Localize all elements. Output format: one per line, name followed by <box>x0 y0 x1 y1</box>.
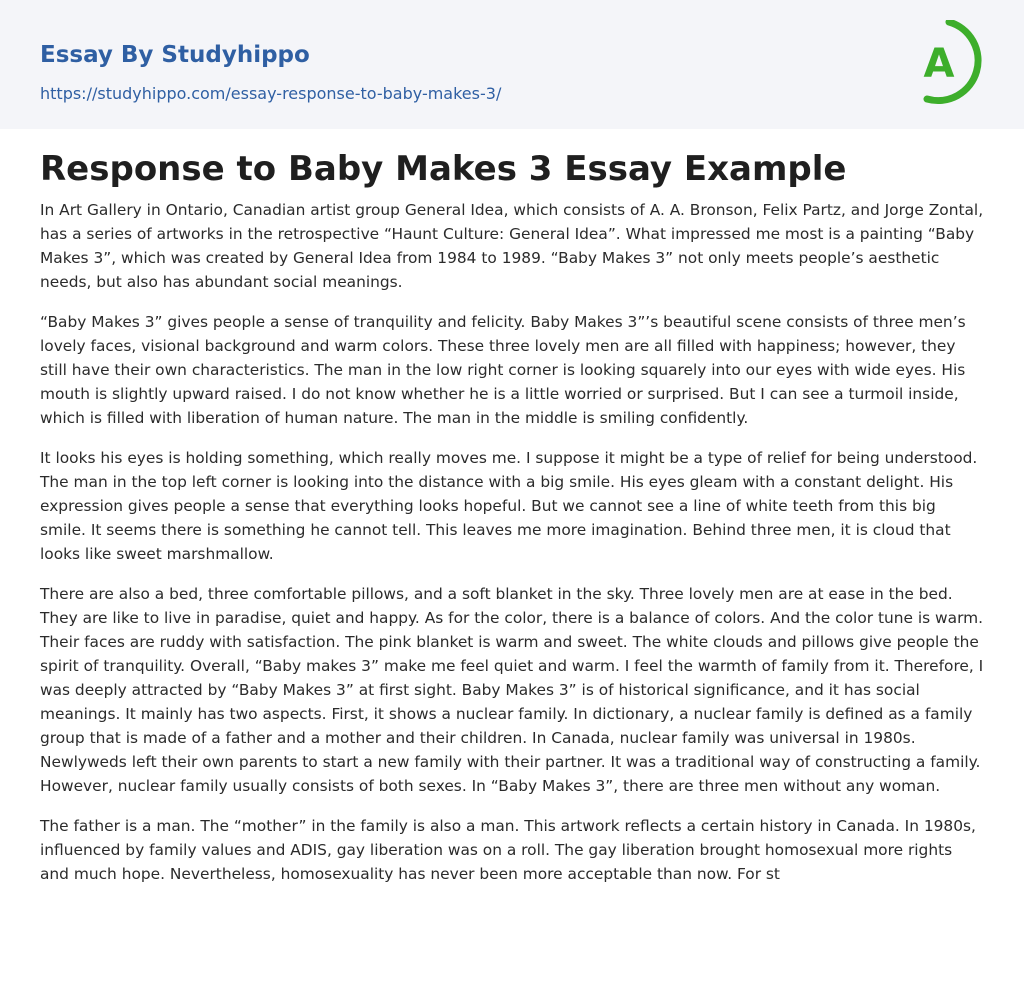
essay-paragraph: It looks his eyes is holding something, which really moves me. I suppose it might be a type of relief for being understood. The man in the top left corner is looking into the distance with a big smile. His eyes gleam with a constant delight. His expression gives people a sense that everything looks hopeful. But we cannot see a line of white teeth from this big smile. It seems there is something he cannot tell. This leaves me more imagination. Behind three men, it is cloud that looks like sweet marshmallow. <box>40 449 978 563</box>
essay-paragraph: In Art Gallery in Ontario, Canadian artist group General Idea, which consists of A. A. Bronson, Felix Partz, and Jorge Zontal, has a series of artworks in the retrospective “Haunt Culture: General Idea”. What impressed me most is a painting “Baby Makes 3”, which was created by General Idea from 1984 to 1989. “Baby Makes 3” not only meets people’s aesthetic needs, but also has abundant social meanings. <box>40 201 984 291</box>
logo-letter: A <box>923 41 955 87</box>
essay-url-link[interactable]: https://studyhippo.com/essay-response-to-baby-makes-3/ <box>40 84 502 103</box>
site-header <box>0 0 1024 129</box>
essay-paragraph: There are also a bed, three comfortable pillows, and a soft blanket in the sky. Three lovely men are at ease in the bed. They are like to live in paradise, quiet and happy. As for the color, there is a balance of colors. And the color tune is warm. Their faces are ruddy with satisfaction. The pink blanket is warm and sweet. The white clouds and pillows give people the spirit of tranquility. Overall, “Baby makes 3” make me feel quiet and warm. I feel the warmth of family from it. Therefore, I was deeply attracted by “Baby Makes 3” at first sight. Baby Makes 3” is of historical significance, and it has social meanings. It mainly has two aspects. First, it shows a nuclear family. In dictionary, a nuclear family is defined as a family group that is made of a father and a mother and their children. In Canada, nuclear family was universal in 1980s. Newlyweds left their own parents to start a new family with their partner. It was a traditional way of constructing a family. However, nuclear family usually consists of both sexes. In “Baby Makes 3”, there are three men without any woman. <box>40 585 984 795</box>
studyhippo-logo-icon[interactable] <box>912 20 986 106</box>
page-title: Response to Baby Makes 3 Essay Example <box>40 149 847 189</box>
brand-title[interactable]: Essay By Studyhippo <box>40 42 310 68</box>
essay-paragraph: The father is a man. The “mother” in the family is also a man. This artwork reflects a certain history in Canada. In 1980s, influenced by family values and ADIS, gay liberation was on a roll. The gay liberation brought homosexual more rights and much hope. Nevertheless, homosexuality has never been more acceptable than now. For st <box>40 817 976 883</box>
article-content <box>0 148 1024 886</box>
essay-paragraph: “Baby Makes 3” gives people a sense of tranquility and felicity. Baby Makes 3”’s beautiful scene consists of three men’s lovely faces, visional background and warm colors. These three lovely men are all filled with happiness; however, they still have their own characteristics. The man in the low right corner is looking squarely into our eyes with wide eyes. His mouth is slightly upward raised. I do not know whether he is a little worried or surprised. But I can see a turmoil inside, which is filled with liberation of human nature. The man in the middle is smiling confidently. <box>40 313 966 427</box>
